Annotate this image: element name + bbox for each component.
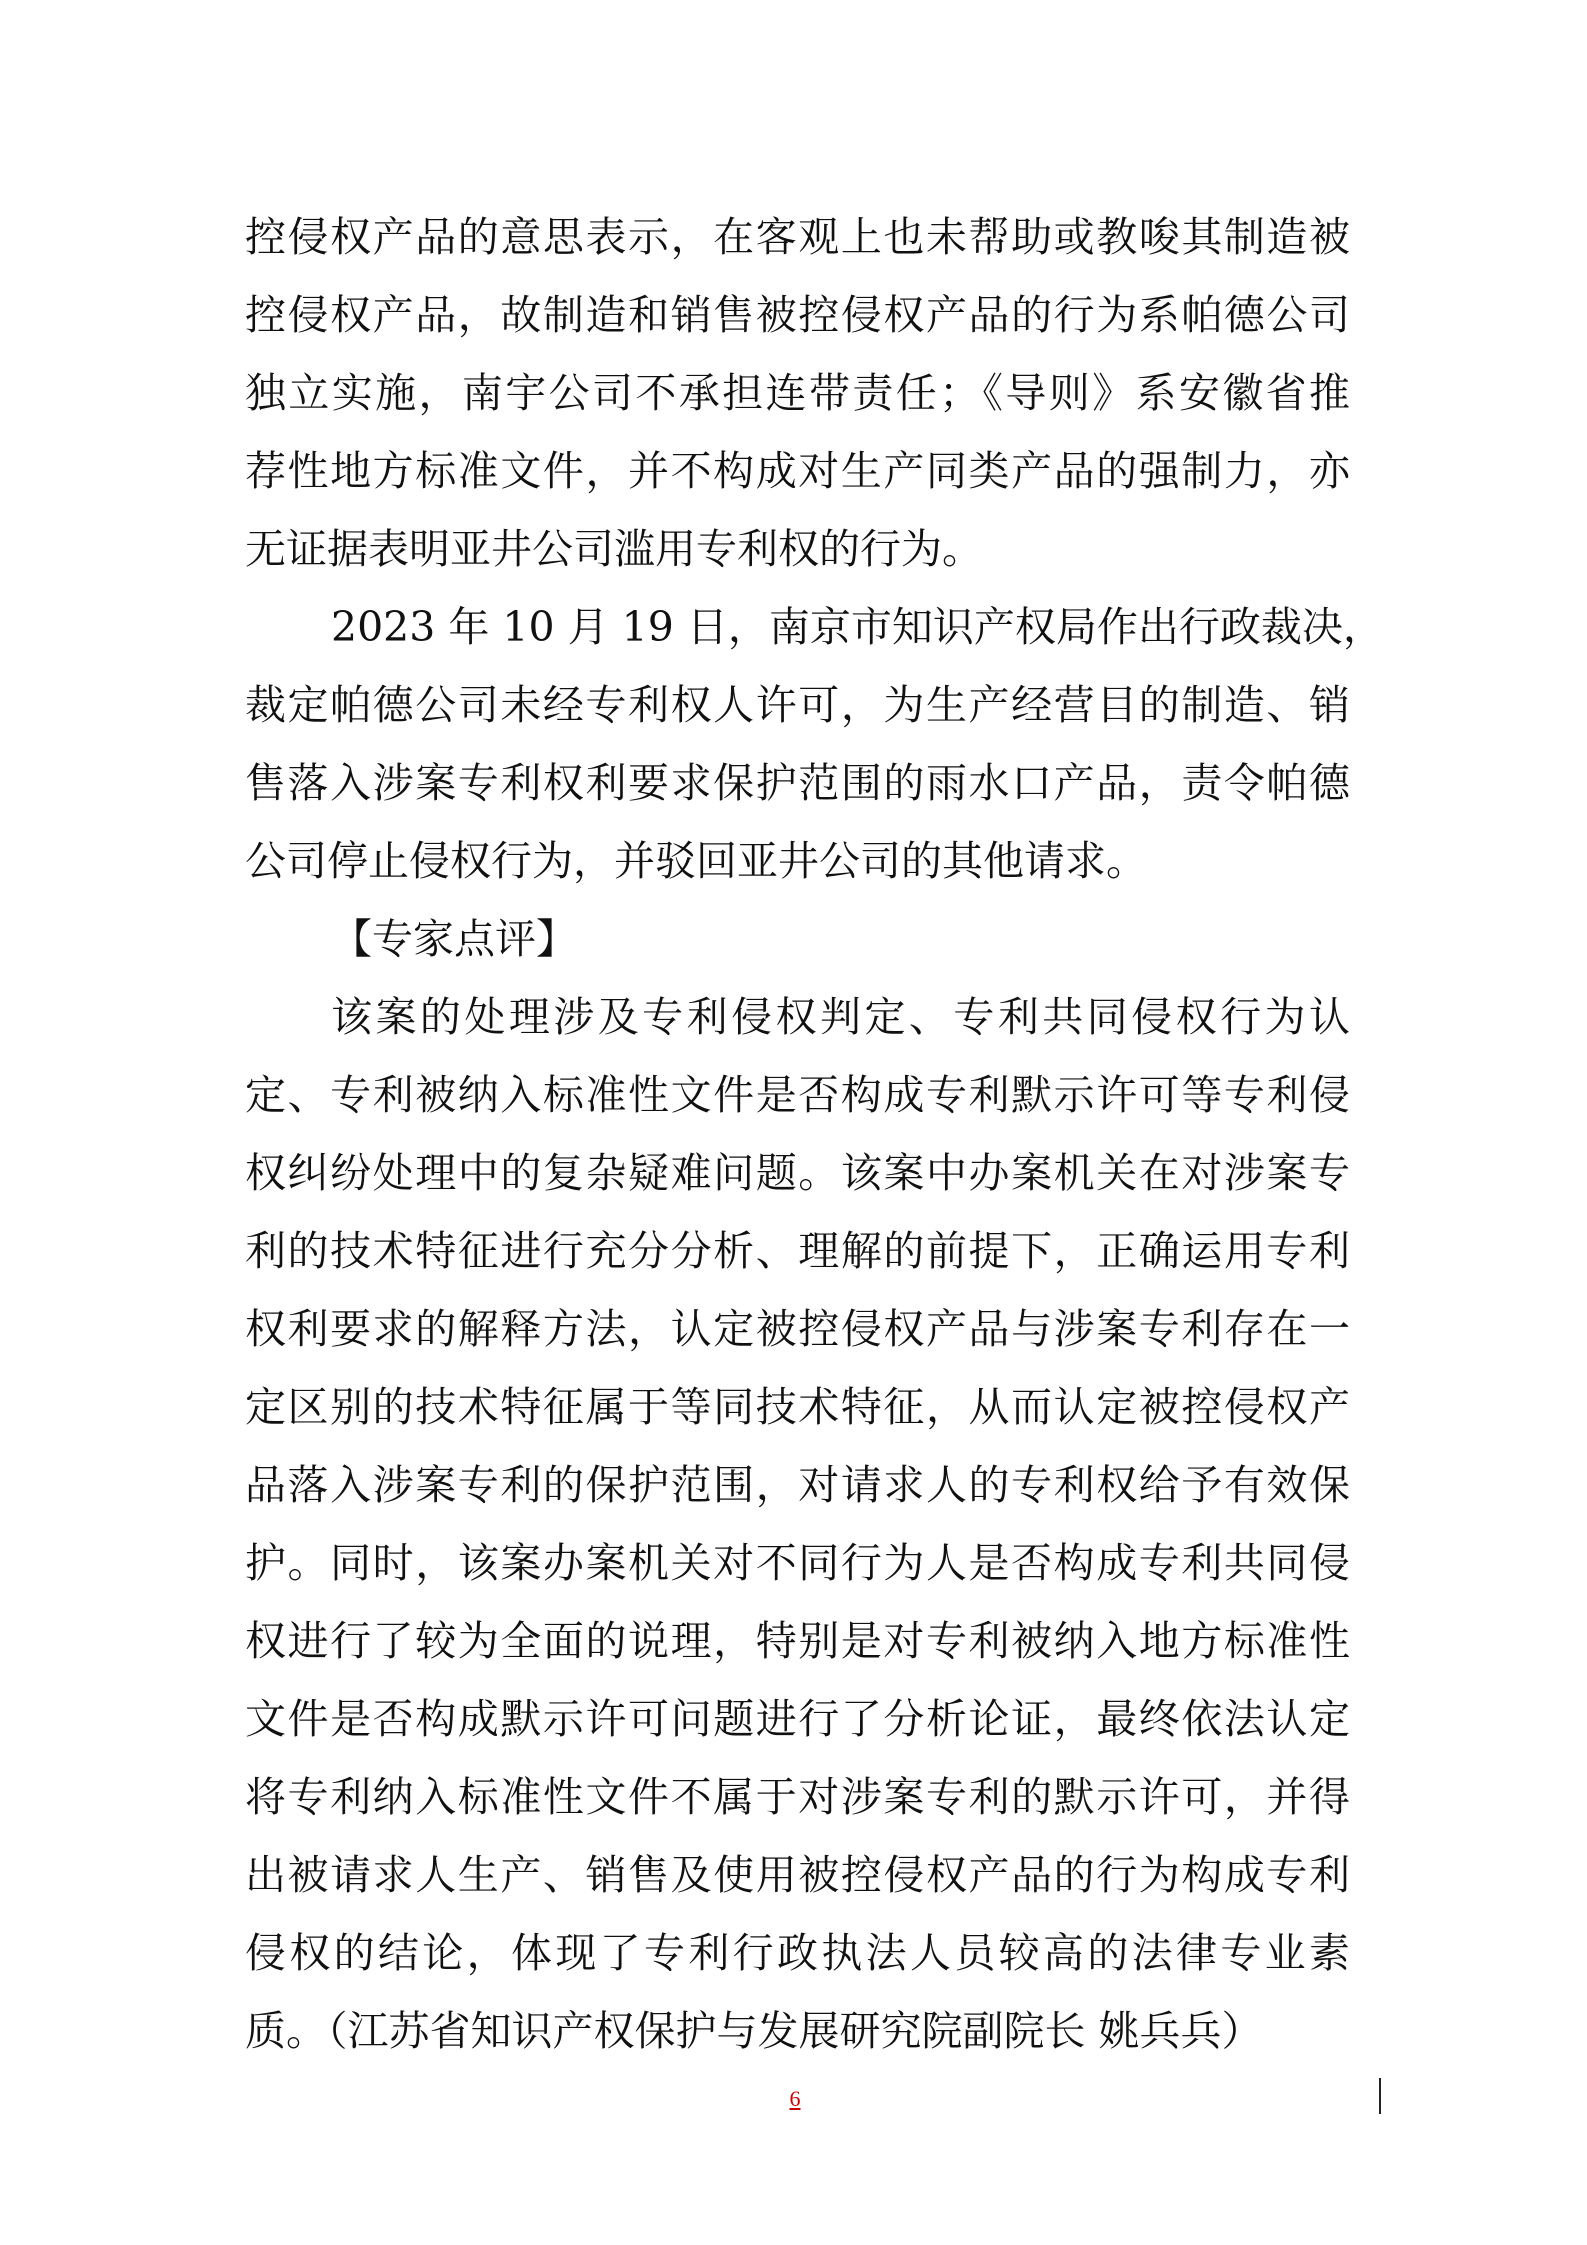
review-line-1: 该案的处理涉及专利侵权判定、专利共同侵权行为认	[331, 993, 1350, 1041]
paragraph-2-line-2: 裁定帕德公司未经专利权人许可，为生产经营目的制造、销	[245, 681, 1350, 729]
review-line-4: 利的技术特征进行充分分析、理解的前提下，正确运用专利	[245, 1227, 1350, 1275]
review-line-12: 出被请求人生产、销售及使用被控侵权产品的行为构成专利	[245, 1851, 1350, 1899]
footer-divider	[1379, 2078, 1381, 2114]
paragraph-1-line-2: 控侵权产品，故制造和销售被控侵权产品的行为系帕德公司	[245, 291, 1350, 339]
review-line-13: 侵权的结论，体现了专利行政执法人员较高的法律专业素	[245, 1929, 1350, 1977]
paragraph-1-line-4: 荐性地方标准文件，并不构成对生产同类产品的强制力，亦	[245, 447, 1350, 495]
page-number: 6	[789, 2086, 801, 2111]
review-line-6: 定区别的技术特征属于等同技术特征，从而认定被控侵权产	[245, 1383, 1350, 1431]
review-line-11: 将专利纳入标准性文件不属于对涉案专利的默示许可，并得	[245, 1773, 1350, 1821]
review-line-5: 权利要求的解释方法，认定被控侵权产品与涉案专利存在一	[245, 1305, 1350, 1353]
review-line-14: 质。（江苏省知识产权保护与发展研究院副院长 姚兵兵）	[245, 2007, 1263, 2055]
expert-review-heading: 【专家点评】	[331, 915, 577, 963]
paragraph-1-line-5: 无证据表明亚井公司滥用专利权的行为。	[245, 525, 983, 573]
paragraph-2-line-4: 公司停止侵权行为，并驳回亚井公司的其他请求。	[245, 837, 1147, 885]
paragraph-2-line-3: 售落入涉案专利权利要求保护范围的雨水口产品，责令帕德	[245, 759, 1350, 807]
review-line-9: 权进行了较为全面的说理，特别是对专利被纳入地方标准性	[245, 1617, 1350, 1665]
review-line-3: 权纠纷处理中的复杂疑难问题。该案中办案机关在对涉案专	[245, 1149, 1350, 1197]
paragraph-1-line-3: 独立实施，南宇公司不承担连带责任；《导则》系安徽省推	[245, 369, 1350, 417]
review-line-8: 护。同时，该案办案机关对不同行为人是否构成专利共同侵	[245, 1539, 1350, 1587]
review-line-7: 品落入涉案专利的保护范围，对请求人的专利权给予有效保	[245, 1461, 1350, 1509]
review-line-2: 定、专利被纳入标准性文件是否构成专利默示许可等专利侵	[245, 1071, 1350, 1119]
paragraph-2-line-1: 2023 年 10 月 19 日，南京市知识产权局作出行政裁决，	[331, 603, 1384, 651]
review-line-10: 文件是否构成默示许可问题进行了分析论证，最终依法认定	[245, 1695, 1350, 1743]
paragraph-1-line-1: 控侵权产品的意思表示，在客观上也未帮助或教唆其制造被	[245, 213, 1350, 261]
body-text	[245, 198, 1384, 2070]
